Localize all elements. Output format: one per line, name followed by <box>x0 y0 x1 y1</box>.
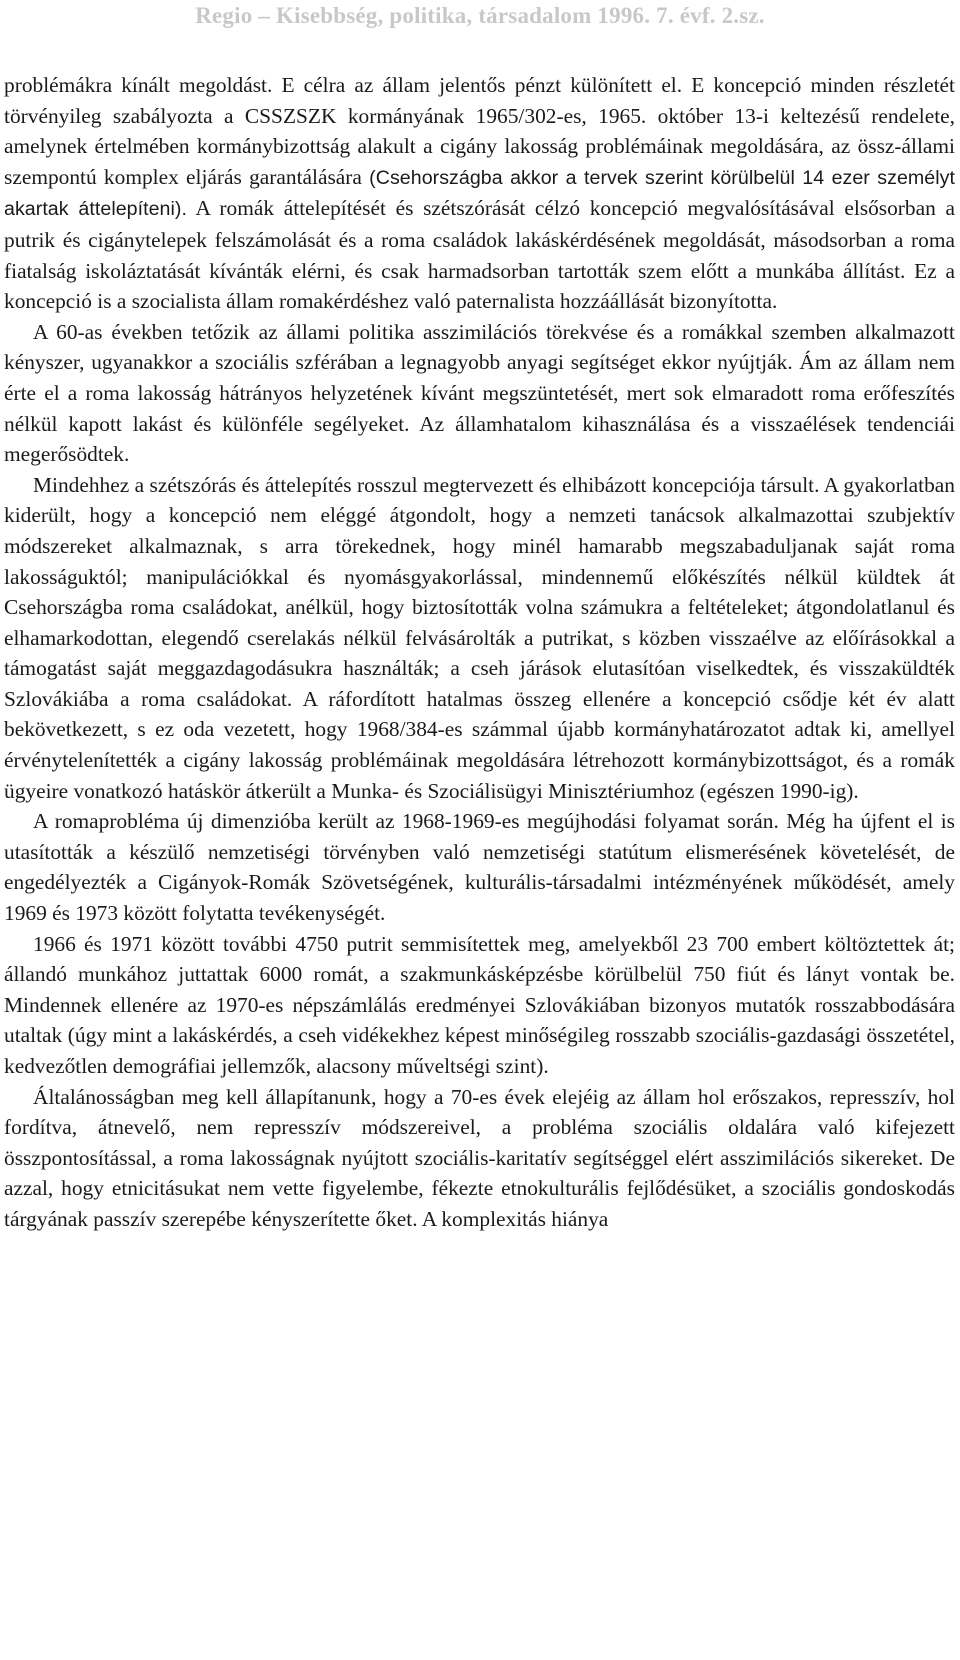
paragraph-3: Mindehhez a szétszórás és áttelepítés rosszul megtervezett és elhibázott koncepciója társult. A gyakorlatban kiderült, hogy a koncepció nem eléggé átgondolt, hogy a nemzeti tanácsok alkalmazottai szubjektív módszereket alkalmaznak, s arra törekednek, hogy minél hamarabb megszabaduljanak saját roma lakosságuktól; manipulációkkal és nyomásgyakorlással, mindennemű előkészítés nélkül küldtek át Csehországba roma családokat, anélkül, hogy biztosították volna számukra a feltételeket; átgondolatlanul és elhamarkodottan, elegendő cserelakás nélkül felvásárolták a putrikat, s közben visszaélve az előírásokkal a támogatást saját meggazdagodásukra használták; a cseh járások elutasítóan viselkedtek, és visszaküldték Szlovákiába a roma családokat. A ráfordított hatalmas összeg ellenére a koncepció csődje két év alatt bekövetkezett, s ez oda vezetett, hogy 1968/384-es számmal újabb kormányhatározatot adtak ki, amellyel érvénytelenítették a cigány lakosság problémáinak megoldására létrehozott kormánybizottságot, és a romák ügyeire vonatkozó hatáskör átkerült a Munka- és Szociálisügyi Minisztériumhoz (egészen 1990-ig). <box>4 472 955 803</box>
paragraph-6: Általánosságban meg kell állapítanunk, hogy a 70-es évek elejéig az állam hol erőszakos, represszív, hol fordítva, átnevelő, nem represszív módszereivel, a probléma szociális oldalára való kifejezett összpontosítással, a roma lakosságnak nyújtott szociális-karitatív segítséggel elért asszimilációs sikereket. De azzal, hogy etnicitásukat nem vette figyelembe, fékezte etnokulturális fejlődésüket, a szociális gondoskodás tárgyának passzív szerepébe kényszerítette őket. A komplexitás hiánya <box>4 1084 955 1231</box>
paragraph-4: A romaprobléma új dimenzióba került az 1968-1969-es megújhodási folyamat során. Még ha újfent el is utasították a készülő nemzetiségi törvényben való nemzetiségi statútum elismerésének követelését, de engedélyezték a Cigányok-Romák Szövetségének, kulturális-társadalmi intézményének működését, amely 1969 és 1973 között folytatta tevékenységét. <box>4 809 955 926</box>
paragraph-5: 1966 és 1971 között további 4750 putrit semmisítettek meg, amelyekből 23 700 embert költöztettek át; állandó munkához juttattak 6000 romát, a szakmunkásképzésbe körülbelül 750 fiút és lányt vontak be. Mindennek ellenére az 1970-es népszámlálás eredményei Szlovákiában bizonyos mutatók rosszabbodására utaltak (úgy mint a lakáskérdés, a cseh vidékekhez képest minőségileg rosszabb szociális-gazdasági összetétel, kedvezőtlen demográfiai jellemzők, alacsony műveltségi szint). <box>4 931 955 1078</box>
paragraph-1-text-sans: (Csehországba akkor a tervek szerint körülbelül 14 ezer személyt akartak áttelepíteni). <box>4 166 955 221</box>
paragraph-1-text-2: A romák áttelepítését és szétszórását célzó koncepció megvalósításával elsősorban a putrik és cigánytelepek felszámolását és a roma családok lakáskérdésének megoldását, másodsorban a roma fiatalság iskoláztatását kívánták elérni, és csak harmadsorban tartották szem előtt a munkába állítást. Ez a koncepció is a szocialista állam romakérdéshez való paternalista hozzáállását bizonyította. <box>4 196 955 314</box>
running-header: Regio – Kisebbség, politika, társadalom 1996. 7. évf. 2.sz. <box>195 3 765 28</box>
paragraph-1-text-1: problémákra kínált megoldást. E célra az állam jelentős pénzt különített el. E koncepció minden részletét törvényileg szabályozta a CSSZSZK kormányának 1965/302-es, 1965. október 13-i keltezésű rendelete, amelynek értelmében kormánybizottság alakult a cigány lakosság problémáinak megoldására, az össz-állami szempontú komplex eljárás garantálására <box>4 73 955 189</box>
paragraph-1 <box>4 70 955 317</box>
paragraph-2: A 60-as években tetőzik az állami politika asszimilációs törekvése és a romákkal szemben alkalmazott kényszer, ugyanakkor a szociális szférában a legnagyobb anyagi segítséget ekkor nyújtják. Ám az állam nem érte el a roma lakosság hátrányos helyzetének kívánt megszüntetését, mert sok elmaradott roma erőfeszítés nélkül kapott lakást és különféle segélyeket. Az államhatalom kihasználása és a visszaélések tendenciái megerősödtek. <box>4 319 955 467</box>
body-text <box>4 70 955 1235</box>
